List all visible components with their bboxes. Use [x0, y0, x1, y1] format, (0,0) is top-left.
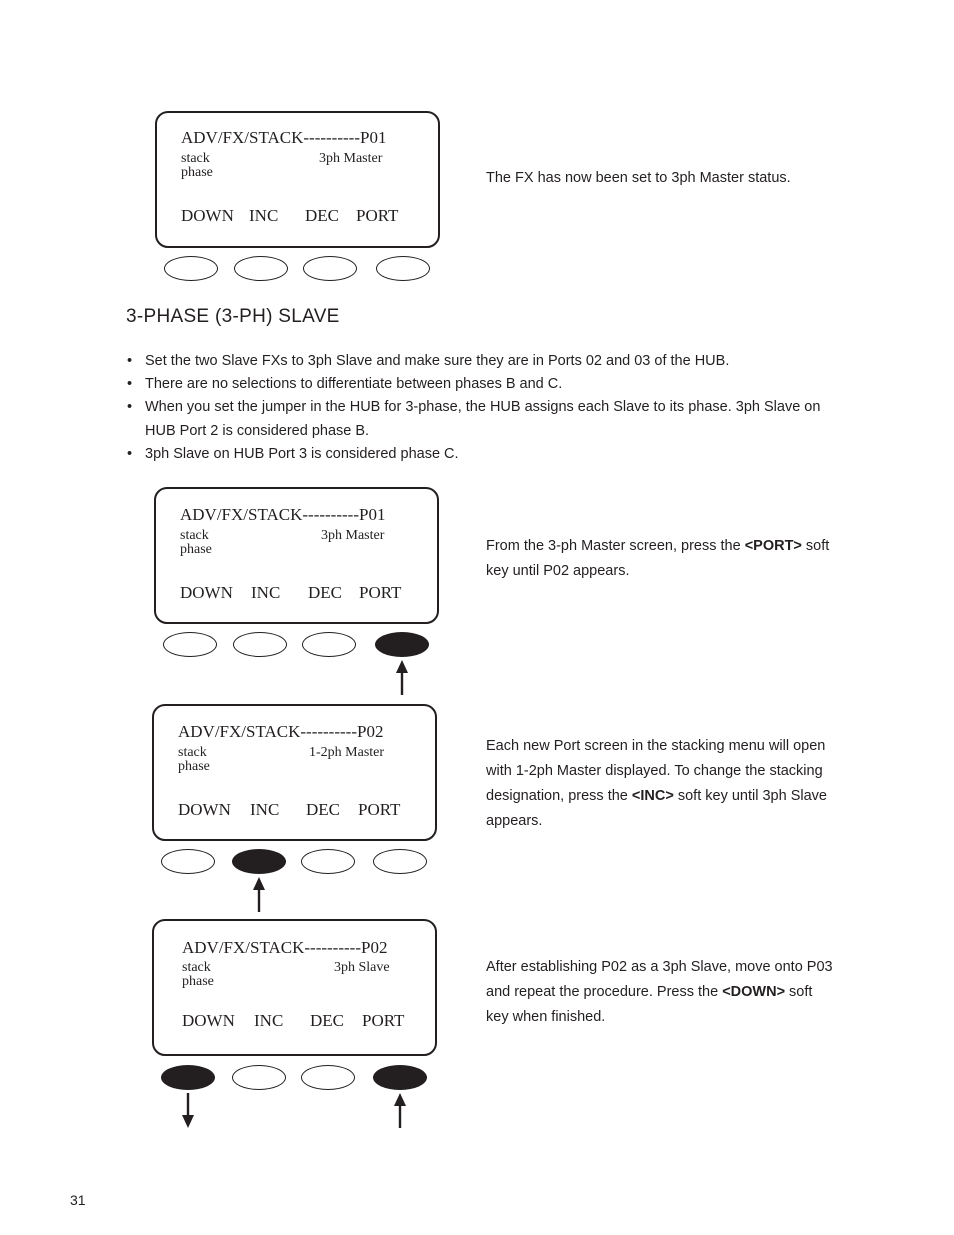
soft-key-port[interactable]: [373, 849, 427, 874]
soft-key-dec[interactable]: [301, 849, 355, 874]
arrow-up-icon: [393, 660, 411, 696]
bullet-item: • There are no selections to differentiate between phases B and C.: [127, 373, 847, 396]
softkey-label-port: PORT: [358, 800, 401, 819]
down-key-reference: <DOWN>: [722, 984, 786, 1000]
soft-key-down-pressed[interactable]: [161, 1065, 215, 1090]
inc-key-reference: <INC>: [631, 788, 674, 804]
softkey-label-port: PORT: [359, 583, 402, 602]
bullet-list: [127, 350, 847, 466]
lcd-phase-label: phase: [178, 759, 210, 774]
bullet-item: • When you set the jumper in the HUB for 3-phase, the HUB assigns each Slave to its phase. 3ph Slave on HUB Port 2 is considered phase B.: [127, 396, 847, 442]
soft-key-inc[interactable]: [232, 1065, 286, 1090]
lcd-softkey-labels: [178, 800, 418, 820]
soft-key-inc-pressed[interactable]: [232, 849, 286, 874]
softkey-label-inc: INC: [250, 800, 280, 819]
screen-3-description: Each new Port screen in the stacking menu will open with 1-2ph Master displayed. To change the stacking designation, press the <INC> soft key until 3ph Slave appears.: [486, 738, 827, 829]
softkey-label-down: DOWN: [181, 206, 234, 225]
lcd-title: ADV/FX/STACK----------P01: [181, 128, 387, 147]
page-number: 31: [70, 1192, 86, 1208]
lcd-screen-2: [154, 487, 439, 624]
bullet-item: • Set the two Slave FXs to 3ph Slave and make sure they are in Ports 02 and 03 of the HUB.: [127, 350, 847, 373]
lcd-softkey-labels: [181, 206, 421, 226]
lcd-value: 3ph Master: [321, 528, 385, 543]
lcd-screen-4: [152, 919, 437, 1056]
lcd-stack-label: stack: [178, 745, 207, 760]
soft-key-port-pressed[interactable]: [373, 1065, 427, 1090]
lcd-value: 3ph Master: [319, 151, 383, 166]
softkey-label-dec: DEC: [308, 583, 342, 602]
lcd-value: 1-2ph Master: [309, 745, 385, 760]
soft-key-inc[interactable]: [234, 256, 288, 281]
soft-key-dec[interactable]: [302, 632, 356, 657]
softkey-label-inc: INC: [249, 206, 279, 225]
softkey-label-port: PORT: [362, 1011, 405, 1030]
softkey-label-dec: DEC: [310, 1011, 344, 1030]
soft-key-down[interactable]: [161, 849, 215, 874]
lcd-title: ADV/FX/STACK----------P01: [180, 505, 386, 524]
softkey-label-down: DOWN: [178, 800, 231, 819]
bullet-item: • 3ph Slave on HUB Port 3 is considered phase C.: [127, 443, 847, 466]
screen-1-description: The FX has now been set to 3ph Master status.: [486, 170, 791, 186]
soft-key-port[interactable]: [376, 256, 430, 281]
soft-key-inc[interactable]: [233, 632, 287, 657]
softkey-label-inc: INC: [254, 1011, 284, 1030]
lcd-softkey-labels: [182, 1011, 422, 1031]
lcd-title: ADV/FX/STACK----------P02: [178, 722, 384, 741]
soft-key-port-pressed[interactable]: [375, 632, 429, 657]
screen-4-description: After establishing P02 as a 3ph Slave, move onto P03 and repeat the procedure. Press the <DOWN> soft key when finished.: [486, 959, 833, 1025]
soft-key-down[interactable]: [163, 632, 217, 657]
softkey-label-dec: DEC: [306, 800, 340, 819]
arrow-up-icon: [250, 877, 268, 913]
lcd-phase-label: phase: [180, 542, 212, 557]
soft-key-dec[interactable]: [303, 256, 357, 281]
softkey-label-down: DOWN: [182, 1011, 235, 1030]
lcd-screen-1: [155, 111, 440, 248]
section-heading: 3-PHASE (3-PH) SLAVE: [126, 306, 340, 327]
port-key-reference: <PORT>: [744, 538, 802, 554]
arrow-up-icon: [391, 1093, 409, 1129]
lcd-phase-label: phase: [182, 974, 214, 989]
lcd-stack-label: stack: [181, 151, 210, 166]
soft-key-down[interactable]: [164, 256, 218, 281]
softkey-label-port: PORT: [356, 206, 399, 225]
lcd-stack-label: stack: [182, 960, 211, 975]
lcd-stack-label: stack: [180, 528, 209, 543]
softkey-label-dec: DEC: [305, 206, 339, 225]
arrow-down-icon: [179, 1092, 197, 1128]
softkey-label-down: DOWN: [180, 583, 233, 602]
lcd-screen-3: [152, 704, 437, 841]
lcd-phase-label: phase: [181, 165, 213, 180]
lcd-softkey-labels: [180, 583, 420, 603]
lcd-value: 3ph Slave: [334, 960, 390, 975]
soft-key-dec[interactable]: [301, 1065, 355, 1090]
lcd-title: ADV/FX/STACK----------P02: [182, 938, 388, 957]
screen-2-description: From the 3-ph Master screen, press the <PORT> soft key until P02 appears.: [486, 538, 830, 579]
softkey-label-inc: INC: [251, 583, 281, 602]
